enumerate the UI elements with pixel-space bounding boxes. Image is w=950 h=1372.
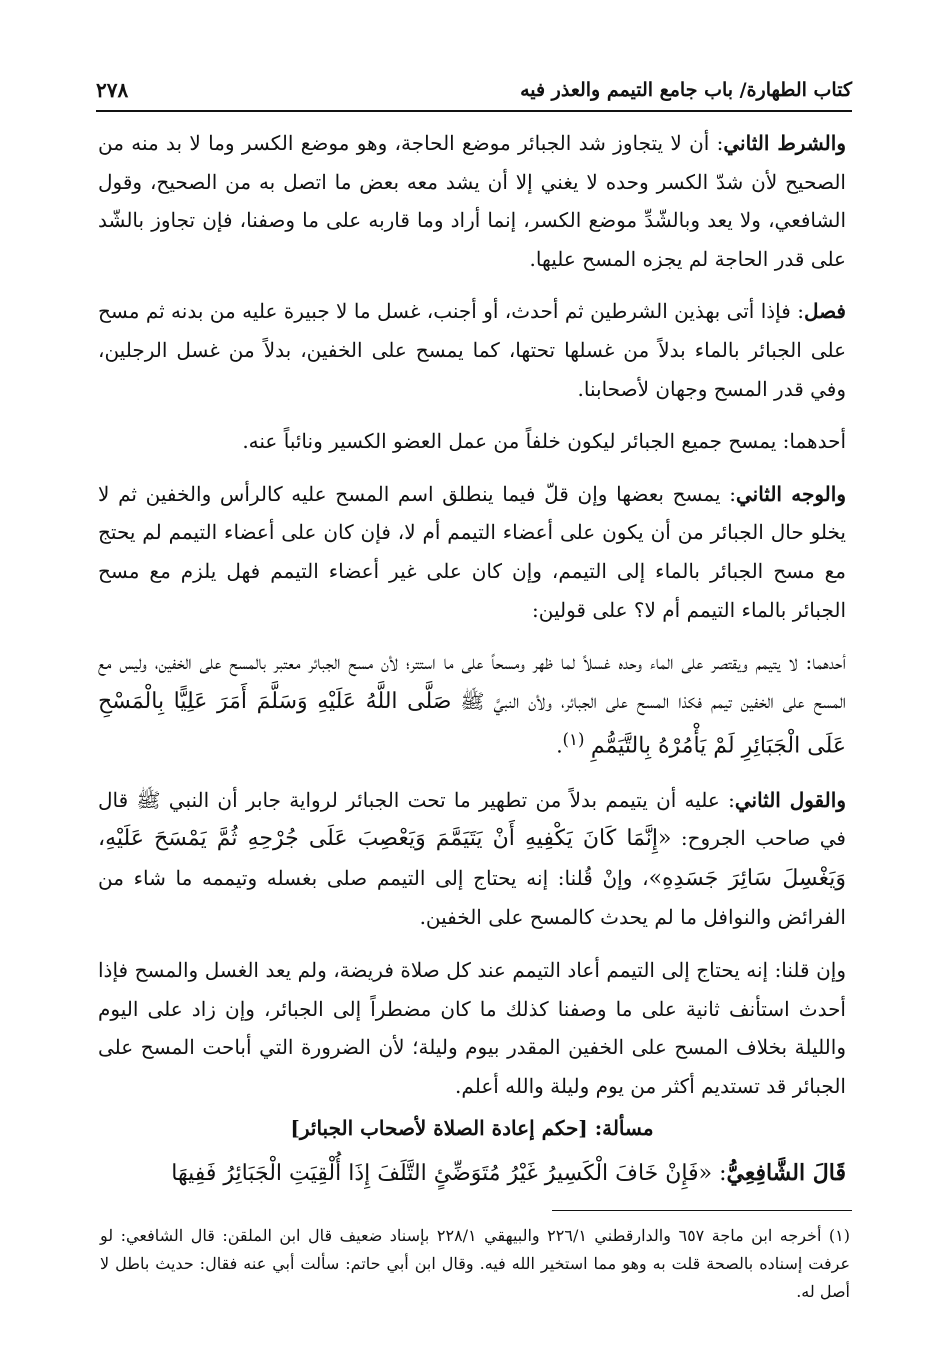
footnote-marker: (١) <box>828 1226 850 1245</box>
paragraph-lead: أحدهما <box>812 650 846 675</box>
hadith-quote: صَلَّى اللَّهُ عَلَيْهِ وَسَلَّمَ أَمَرَ عَلِيًّا بِالْمَسْحِ عَلَى الْجَبَائِرِ لَمْ يَأْمُرْهُ بِالتَّيَمُّمِ <box>98 688 846 759</box>
paragraph <box>98 124 846 278</box>
footnote-separator <box>552 1210 852 1211</box>
paragraph-text: : أن لا يتجاوز شد الجبائر موضع الحاجة، وهو موضع الكسر وما لا بد منه من الصحيح لأن شدّ الكسر وحده لا يغني إلا أن يشد معه بعض ما اتصل به من الصحيح، وقول الشافعي، ولا يعد وبالشّدِّ موضع الكسر، إنما أراد وما قاربه على ما وصفنا، فإن تجاوز بالشّد على قدر الحاجة لم يجزه المسح عليها. <box>98 131 846 271</box>
paragraph <box>98 781 846 937</box>
paragraph <box>98 475 846 629</box>
paragraph-text: : فإذا أتى بهذين الشرطين ثم أحدث، أو أجنب، غسل ما لا جبيرة عليه من بدنه ثم مسح على الجبائر بالماء بدلاً من غسلها تحتها، كما يمسح على الخفين، بدلاً من غسل الرجلين، وفي قدر المسح وجهان لأصحابنا. <box>98 299 846 401</box>
paragraph-lead: قَالَ الشَّافِعِيُّ <box>726 1159 846 1186</box>
paragraph-end: ، وإنْ قُلنا: إنه يحتاج إلى التيمم صلى بغسله وتيممه ما شاء من الفرائض والنوافل ما لم يحدث كالمسح على الخفين. <box>98 865 846 930</box>
main-text <box>98 124 846 1208</box>
paragraph-text: : عليه أن يتيمم بدلاً من تطهير ما تحت الجبائر لرواية جابر أن النبي ﷺ قال في صاحب الجروح: <box>98 787 846 851</box>
paragraph-lead: والقول الثاني <box>734 787 846 812</box>
paragraph <box>98 1154 846 1194</box>
paragraph-lead: والوجه الثاني <box>735 481 846 506</box>
footnotes <box>100 1222 850 1306</box>
paragraph-end: . <box>556 733 563 758</box>
section-heading: مسألة: [حكم إعادة الصلاة لأصحاب الجبائر] <box>290 1116 654 1141</box>
paragraph-text: : يمسح بعضها وإن قلّ فيما ينطلق اسم المسح عليه كالرأس والخفين ثم لا يخلو حال الجبائر من أن يكون على أعضاء التيمم أم لا، فإن كان على أعضاء التيمم لم يحتج مع مسح الجبائر بالماء إلى التيمم، وإن كان على غير أعضاء التيمم فهل يلزم مع مسح الجبائر بالماء التيمم أم لا؟ على قولين: <box>98 481 846 622</box>
paragraph <box>98 292 846 408</box>
running-title: كتاب الطهارة/ باب جامع التيمم والعذر فيه <box>520 79 852 101</box>
page-number: ٢٧٨ <box>96 78 129 102</box>
paragraph-text: : لا يتيمم ويقتصر على الماء وحده غسلاً لما ظهر ومسحاً على ما استتر؛ لأن مسح الجبائر معتبر بالمسح على الخفين، وليس مع المسح على الخفين تيمم فكذا المسح على الجبائر، ولأن النبيَّ ﷺ <box>98 650 847 713</box>
paragraph-lead: والشرط الثاني <box>723 131 846 155</box>
paragraph-text: وإن قلنا: إنه يحتاج إلى التيمم أعاد التيمم عند كل صلاة فريضة، ولم يعد الغسل والمسح فإذا أحدث استأنف ثانية على ما وصفنا كذلك ما كان مضطراً إلى الجبائر، وإن زاد على اليوم والليلة بخلاف المسح على الخفين المقدر بيوم وليلة؛ لأن الضرورة التي أباحت المسح على الجبائر قد تستديم أكثر من يوم وليلة والله أعلم. <box>98 957 846 1098</box>
hadith-quote: «إِنَّمَا كَانَ يَكْفِيهِ أَنْ يَتَيَمَّمَ وَيَعْصِبَ عَلَى جُرْحِهِ ثُمَّ يَمْسَحَ عَلَيْهِ، وَيَغْسِلَ سَائِرَ جَسَدِهِ» <box>98 826 846 891</box>
paragraph-lead: فصل <box>803 299 846 324</box>
paragraph <box>98 422 846 461</box>
paragraph-text: : يمسح جميع الجبائر ليكون خلفاً من عمل العضو الكسير ونائباً عنه. <box>242 429 790 454</box>
paragraph <box>98 643 846 766</box>
page-header <box>96 70 852 112</box>
footnote-text: أخرجه ابن ماجة ٦٥٧ والدارقطني ٢٢٦/١ والبيهقي ٢٢٨/١ بإسناد ضعيف قال ابن الملقن: قال الشافعي: لو عرفت إسناده بالصحة قلت به وهو مما استخير الله فيه. وقال ابن أبي حاتم: سألت أبي عنه فقال: حديث باطل لا أصل له. <box>100 1226 850 1301</box>
footnote-ref: (١) <box>562 730 585 750</box>
paragraph <box>98 951 846 1105</box>
paragraph-text: : «فَإِنْ خَافَ الْكَسِيرُ غَيْرُ مُتَوَضِّئٍ التَّلَفَ إِذَا أُلْقِيَتِ الْجَبَائِرُ فَفِيهَا <box>171 1160 727 1186</box>
paragraph-lead: أحدهما <box>789 429 846 454</box>
